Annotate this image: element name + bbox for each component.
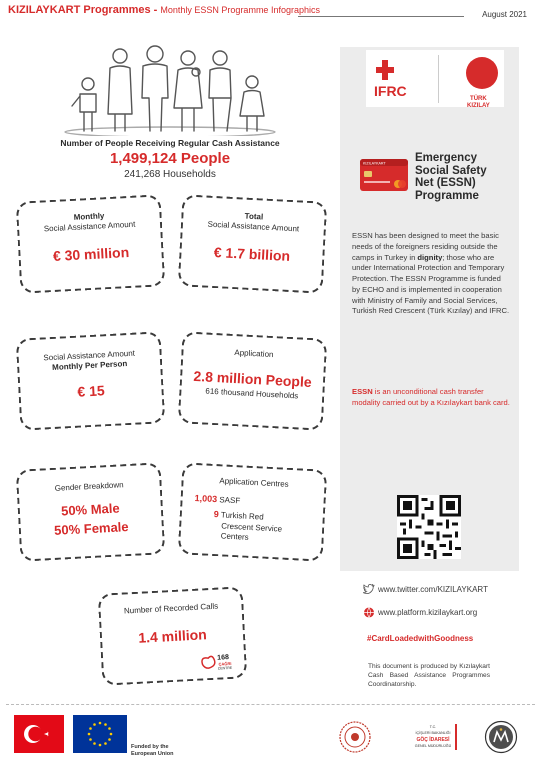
centres-sasf-label: SASF (219, 495, 241, 506)
kizilay-text (467, 96, 490, 109)
essn-sidebar (340, 47, 519, 571)
logo-divider (438, 55, 439, 103)
gib-line-2: İÇİŞLERİ BAKANLIĞI (415, 731, 451, 735)
brand-subtitle: Monthly ESSN Programme Infographics (160, 5, 320, 15)
platform-link[interactable] (363, 606, 523, 618)
card-per-person-label-2: Monthly Per Person (51, 359, 128, 372)
twitter-bird-icon (363, 584, 375, 594)
centres-trc-line-2: Crescent Service (221, 520, 283, 534)
eu-caption-1: Funded by the (131, 744, 169, 750)
partner-logos (366, 50, 504, 107)
essn-desc-bold: dignity (417, 252, 443, 262)
brand-name: KIZILAYKART Programmes (8, 4, 151, 16)
essn-title-4: Programme (415, 189, 479, 202)
ifrc-logo (376, 58, 426, 84)
nvi-emblem (484, 720, 518, 754)
card-monthly-label-2: Social Assistance Amount (43, 219, 136, 234)
kizilay-text-2: KIZILAY (467, 102, 490, 109)
turkey-flag (14, 715, 64, 753)
call-logo-word-2: CENTRE (217, 665, 233, 671)
header-rule (298, 16, 464, 17)
centres-sasf-count: 1,003 (194, 492, 218, 505)
ministry-emblem (338, 720, 372, 754)
card-bank-text: KIZILAYKART (363, 161, 386, 166)
essn-description (352, 231, 510, 317)
card-recorded-calls (98, 586, 248, 685)
card-total-label-1: Total (244, 211, 264, 222)
card-calls-value: 1.4 million (137, 626, 208, 646)
essn-modality (352, 387, 510, 409)
ifrc-text: IFRC (374, 83, 407, 99)
kizilay-text-1: TÜRK (470, 96, 487, 102)
headline-people: 1,499,124 People (109, 150, 231, 167)
eu-caption-2: European Union (131, 750, 174, 757)
card-per-person (16, 331, 166, 430)
centres-trc-line-1: Turkish Red (220, 510, 264, 522)
essn-desc-1: ESSN has been designed to meet the basic needs of the foreigners residing outside the camps in Turkey in (352, 231, 499, 262)
production-note: This document is produced by Kızılaykart Cash Based Assistance Programmes Coordinatorship. (368, 663, 490, 688)
essn-modality-text: is an unconditional cash transfer modality carried out by a Kızılaykart bank card. (352, 387, 510, 407)
card-monthly-assistance (16, 194, 166, 293)
essn-title-2: Social Safety (415, 164, 487, 177)
eu-flag (73, 715, 127, 753)
essn-title (415, 152, 515, 203)
twitter-url: www.twitter.com/KIZILAYKART (378, 584, 488, 594)
family-illustration (60, 36, 280, 136)
card-per-person-value: € 15 (76, 382, 106, 400)
contact-links (363, 583, 523, 618)
essn-modality-bold: ESSN (352, 387, 373, 396)
card-gender (16, 462, 166, 561)
card-gender-label: Gender Breakdown (54, 480, 124, 493)
card-application-label: Application (234, 348, 274, 360)
card-total-label-2: Social Assistance Amount (207, 219, 300, 234)
brand-separator: - (150, 4, 161, 16)
footer-rule (6, 704, 535, 705)
migration-directorate-logo (392, 720, 462, 754)
card-centres-label: Application Centres (219, 476, 289, 489)
gib-line-1: T.C. (429, 725, 437, 729)
card-application-centres (178, 462, 328, 561)
eu-caption (131, 744, 173, 757)
platform-url: www.platform.kizilaykart.org (378, 607, 478, 617)
call-logo-word-1: ÇAĞRI (218, 660, 232, 667)
qr-code[interactable] (397, 495, 461, 559)
globe-icon (363, 607, 375, 618)
brand-title (8, 4, 320, 16)
card-total-value: € 1.7 billion (213, 244, 291, 264)
card-application (178, 331, 328, 430)
call-centre-icon (198, 651, 239, 673)
call-logo-num: 168 (217, 654, 230, 662)
essn-title-3: Net (ESSN) (415, 177, 476, 190)
kizilay-logo (464, 55, 500, 91)
centres-trc-line-3: Centers (220, 530, 249, 542)
gib-line-4: GENEL MÜDÜRLÜĞÜ (414, 744, 452, 748)
card-monthly-value: € 30 million (52, 244, 130, 264)
headline-block (20, 138, 320, 180)
card-application-sub: 616 thousand Households (205, 386, 299, 401)
headline-caption: Number of People Receiving Regular Cash Assistance (60, 138, 280, 148)
essn-title-1: Emergency (415, 152, 478, 164)
centres-trc-count: 9 (213, 509, 220, 520)
card-gender-female: 50% Female (53, 519, 129, 538)
card-calls-label: Number of Recorded Calls (123, 601, 219, 616)
card-gender-male: 50% Male (60, 500, 120, 519)
headline-households: 241,268 Households (124, 169, 216, 180)
card-monthly-label-1: Monthly (73, 211, 105, 222)
twitter-link[interactable] (363, 583, 523, 595)
report-date: August 2021 (482, 10, 527, 19)
gib-line-3: GÖÇ İDARESİ (416, 737, 450, 743)
hashtag[interactable]: #CardLoadedwithGoodness (367, 634, 474, 643)
card-total-assistance (178, 194, 328, 293)
page-header (8, 3, 533, 21)
kizilaykart-card-image (360, 159, 408, 191)
card-per-person-label-1: Social Assistance Amount (43, 348, 136, 363)
card-application-value: 2.8 million People (193, 367, 313, 391)
essn-desc-2: ; those who are under International Protection and Temporary Protection. The ESSN Programme is funded by ECHO and is implemented in cooperation with Ministry of Family and Social Services, Turkish Red Crescent (Türk Kızılay) and IFRC. (352, 252, 510, 316)
